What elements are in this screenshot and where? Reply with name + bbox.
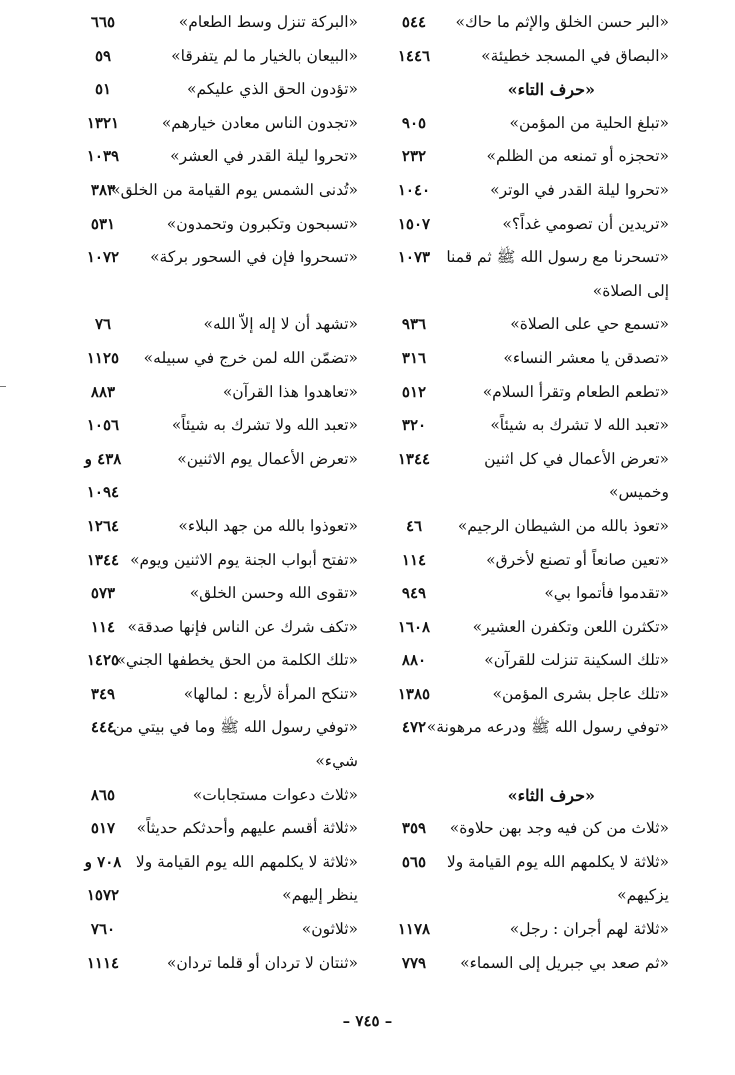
- hadith-text: «تعرض الأعمال في كل اثنين: [484, 449, 669, 468]
- hadith-number: ٥١: [94, 80, 112, 99]
- hadith-number: ٥٦٥: [401, 852, 427, 871]
- index-entry: [0, 644, 358, 678]
- hadith-text: إلى الصلاة»: [592, 281, 669, 300]
- hadith-text: «تضمّن الله لمن خرج في سبيله»: [143, 348, 358, 367]
- hadith-number: ١٠٥٦: [86, 416, 120, 435]
- right-column: [377, 6, 735, 980]
- hadith-number: ١١٧٨: [397, 920, 431, 939]
- hadith-number: ٣٢٠: [401, 416, 427, 435]
- index-entry: [0, 846, 358, 880]
- index-entry: [0, 140, 358, 174]
- index-columns: [0, 6, 735, 986]
- index-entry: [0, 711, 358, 745]
- hadith-number: ١٤٤٦: [397, 46, 431, 65]
- index-entry: [0, 6, 358, 40]
- index-entry: [377, 107, 735, 141]
- index-entry: [0, 577, 358, 611]
- index-entry: [0, 73, 358, 107]
- index-entry: [0, 678, 358, 712]
- hadith-number: ٣٨٣: [90, 180, 116, 199]
- section-header: [377, 73, 735, 107]
- hadith-text: «تطعم الطعام وتقرأ السلام»: [482, 382, 669, 401]
- hadith-number: ١٥٧٢: [86, 886, 120, 905]
- hadith-text: «تعرض الأعمال يوم الاثنين»: [177, 449, 358, 468]
- hadith-number: ١١٢٥: [86, 348, 120, 367]
- index-entry: [0, 510, 358, 544]
- hadith-number: ١١٤: [90, 617, 116, 636]
- hadith-text: «تحروا ليلة القدر في الوتر»: [490, 180, 669, 199]
- index-entry: [377, 443, 735, 477]
- hadith-text: «تسبحون وتكبرون وتحمدون»: [166, 214, 358, 233]
- hadith-text: يزكيهم»: [617, 886, 669, 905]
- hadith-number: ٧٠٨ و: [84, 852, 122, 871]
- index-entry: [0, 812, 358, 846]
- hadith-number: ٩٠٥: [401, 113, 427, 132]
- index-entry: [0, 544, 358, 578]
- section-header-text: «حرف الثاء»: [507, 785, 595, 805]
- hadith-number: ١٠٧٣: [397, 248, 431, 267]
- index-entry: [0, 879, 358, 913]
- hadith-text: «ثم صعد بي جبريل إلى السماء»: [460, 953, 669, 972]
- index-entry: [0, 208, 358, 242]
- left-column: [0, 6, 358, 980]
- index-entry: [0, 611, 358, 645]
- hadith-number: ٥٧٣: [90, 584, 116, 603]
- hadith-text: «تفتح أبواب الجنة يوم الاثنين ويوم»: [130, 550, 358, 569]
- hadith-text: «تكف شرك عن الناس فإنها صدقة»: [127, 617, 358, 636]
- hadith-text: «تُدنى الشمس يوم القيامة من الخلق»: [111, 180, 358, 199]
- hadith-number: ١١٤: [401, 550, 427, 569]
- hadith-text: «تقدموا فأتموا بي»: [544, 584, 669, 603]
- index-entry: [0, 342, 358, 376]
- hadith-number: ١٥٠٧: [397, 214, 431, 233]
- hadith-number: ٩٣٦: [401, 315, 427, 334]
- index-entry: [377, 510, 735, 544]
- index-entry: [377, 678, 735, 712]
- index-entry: [0, 107, 358, 141]
- hadith-number: ٥٤٤: [401, 13, 427, 31]
- index-entry: [377, 174, 735, 208]
- index-entry: [377, 577, 735, 611]
- index-entry: [0, 947, 358, 981]
- hadith-number: ٧٦٠: [90, 920, 116, 939]
- hadith-number: ٧٧٩: [401, 953, 427, 972]
- hadith-number: ٨٨٠: [401, 651, 427, 670]
- hadith-text: «البر حسن الخلق والإثم ما حاك»: [455, 13, 669, 31]
- hadith-number: ١٣٨٥: [397, 684, 431, 703]
- hadith-text: «تجدون الناس معادن خيارهم»: [161, 113, 358, 132]
- hadith-text: «تشهد أن لا إله إلاّ الله»: [203, 315, 358, 334]
- hadith-number: ١٦٠٨: [397, 617, 431, 636]
- hadith-text: «تؤدون الحق الذي عليكم»: [186, 80, 358, 99]
- section-header-text: «حرف التاء»: [507, 80, 595, 100]
- hadith-text: ينظر إليهم»: [282, 886, 358, 905]
- index-entry: [377, 846, 735, 880]
- hadith-text: «تريدين أن تصومي غداً؟»: [502, 214, 669, 233]
- section-header: [377, 779, 735, 813]
- index-entry: [377, 140, 735, 174]
- index-entry: [0, 443, 358, 477]
- index-entry: [0, 376, 358, 410]
- hadith-text: «تلك عاجل بشرى المؤمن»: [492, 684, 669, 703]
- hadith-text: «تعوذ بالله من الشيطان الرجيم»: [457, 516, 669, 535]
- page-number: – ٧٤٥ –: [342, 1012, 393, 1030]
- index-entry: [377, 40, 735, 74]
- hadith-number: ١٠٧٢: [86, 248, 120, 267]
- hadith-text: «ثلاث دعوات مستجابات»: [192, 785, 358, 804]
- hadith-number: ٥١٧: [90, 819, 116, 838]
- index-entry: [377, 6, 735, 40]
- hadith-text: «تنكح المرأة لأربع : لمالها»: [183, 684, 358, 703]
- hadith-number: ٥١٢: [401, 382, 427, 401]
- hadith-text: «ثلاثة أقسم عليهم وأحدثكم حديثاً»: [136, 819, 358, 838]
- hadith-text: «البيعان بالخيار ما لم يتفرقا»: [171, 46, 358, 65]
- hadith-text: «توفي رسول الله ﷺ وما في بيتي من: [112, 718, 358, 737]
- hadith-text: «تسحرنا مع رسول الله ﷺ ثم قمنا: [446, 248, 669, 267]
- index-entry: [377, 913, 735, 947]
- hadith-number: ١٣٤٤: [397, 449, 431, 468]
- hadith-text: «ثلاثة لا يكلمهم الله يوم القيامة ولا: [135, 852, 358, 871]
- hadith-number: ٩٤٩: [401, 584, 427, 603]
- index-entry: [377, 342, 735, 376]
- margin-mark: [0, 386, 6, 387]
- hadith-number: ٣٤٩: [90, 684, 116, 703]
- index-entry: [377, 812, 735, 846]
- hadith-number: ٨٦٥: [90, 785, 116, 804]
- index-entry: [377, 879, 735, 913]
- hadith-text: «تلك السكينة تنزلت للقرآن»: [484, 651, 669, 670]
- hadith-number: ١٠٣٩: [86, 147, 120, 166]
- index-entry: [0, 275, 358, 309]
- hadith-text: «تعبد الله ولا تشرك به شيئاً»: [171, 416, 358, 435]
- index-entry: [0, 241, 358, 275]
- hadith-number: ٤٤٤: [90, 718, 116, 737]
- index-entry: [0, 779, 358, 813]
- hadith-text: «تسحروا فإن في السحور بركة»: [150, 248, 358, 267]
- hadith-text: «توفي رسول الله ﷺ ودرعه مرهونة»: [426, 718, 669, 737]
- hadith-text: «تحجزه أو تمنعه من الظلم»: [486, 147, 669, 166]
- hadith-text: «تلك الكلمة من الحق يخطفها الجني»: [116, 651, 358, 670]
- index-entry: [377, 476, 735, 510]
- index-entry: [377, 611, 735, 645]
- hadith-text: «ثلاثة لهم أجران : رجل»: [509, 920, 669, 939]
- hadith-text: «تحروا ليلة القدر في العشر»: [170, 147, 358, 166]
- hadith-number: ٣٥٩: [401, 819, 427, 838]
- index-entry: [377, 308, 735, 342]
- index-entry: [377, 376, 735, 410]
- hadith-number: ١٠٩٤: [86, 483, 120, 502]
- hadith-text: «ثلاث من كن فيه وجد بهن حلاوة»: [449, 819, 669, 838]
- index-entry: [377, 644, 735, 678]
- index-entry: [377, 745, 735, 779]
- hadith-number: ١١١٤: [86, 953, 120, 972]
- index-entry: [0, 409, 358, 443]
- hadith-number: ١٣٢١: [86, 113, 120, 132]
- hadith-number: ٥٩: [94, 46, 112, 65]
- hadith-text: «البركة تنزل وسط الطعام»: [178, 13, 358, 31]
- index-entry: [377, 947, 735, 981]
- hadith-text: «ثلاثة لا يكلمهم الله يوم القيامة ولا: [446, 852, 669, 871]
- index-entry: [0, 40, 358, 74]
- hadith-number: ٨٨٣: [90, 382, 116, 401]
- index-entry: [377, 409, 735, 443]
- hadith-number: ٧٦: [94, 315, 112, 334]
- hadith-number: ١٠٤٠: [397, 180, 431, 199]
- hadith-number: ١٤٢٥: [86, 651, 120, 670]
- hadith-text: «تبلغ الحلية من المؤمن»: [509, 113, 669, 132]
- hadith-text: «تعين صانعاً أو تصنع لأخرق»: [486, 550, 669, 569]
- index-entry: [377, 544, 735, 578]
- index-entry: [0, 308, 358, 342]
- hadith-number: ١٢٦٤: [86, 516, 120, 535]
- hadith-text: «تعوذوا بالله من جهد البلاء»: [178, 516, 358, 535]
- index-entry: [377, 208, 735, 242]
- hadith-text: «ثنتان لا تردان أو قلما تردان»: [166, 953, 358, 972]
- hadith-number: ٢٣٢: [401, 147, 427, 166]
- hadith-number: ٥٣١: [90, 214, 116, 233]
- hadith-text: «تسمع حي على الصلاة»: [510, 315, 669, 334]
- hadith-text: «تقوى الله وحسن الخلق»: [189, 584, 358, 603]
- hadith-text: «تكثرن اللعن وتكفرن العشير»: [472, 617, 669, 636]
- hadith-number: ٦٦٥: [90, 13, 116, 31]
- hadith-text: وخميس»: [609, 483, 669, 502]
- index-entry: [377, 275, 735, 309]
- hadith-number: ٤٣٨ و: [84, 449, 122, 468]
- hadith-text: «ثلاثون»: [301, 920, 358, 939]
- hadith-text: شيء»: [315, 752, 358, 771]
- hadith-text: «تعاهدوا هذا القرآن»: [222, 382, 358, 401]
- hadith-text: «البصاق في المسجد خطيئة»: [481, 46, 669, 65]
- index-entry: [0, 476, 358, 510]
- hadith-number: ١٣٤٤: [86, 550, 120, 569]
- index-entry: [377, 711, 735, 745]
- index-entry: [377, 241, 735, 275]
- hadith-text: «تصدقن يا معشر النساء»: [503, 348, 669, 367]
- index-entry: [0, 745, 358, 779]
- hadith-number: ٤٧٢: [401, 718, 427, 737]
- hadith-number: ٣١٦: [401, 348, 427, 367]
- hadith-text: «تعبد الله لا تشرك به شيئاً»: [490, 416, 669, 435]
- hadith-number: ٤٦: [405, 516, 423, 535]
- index-entry: [0, 174, 358, 208]
- index-entry: [0, 913, 358, 947]
